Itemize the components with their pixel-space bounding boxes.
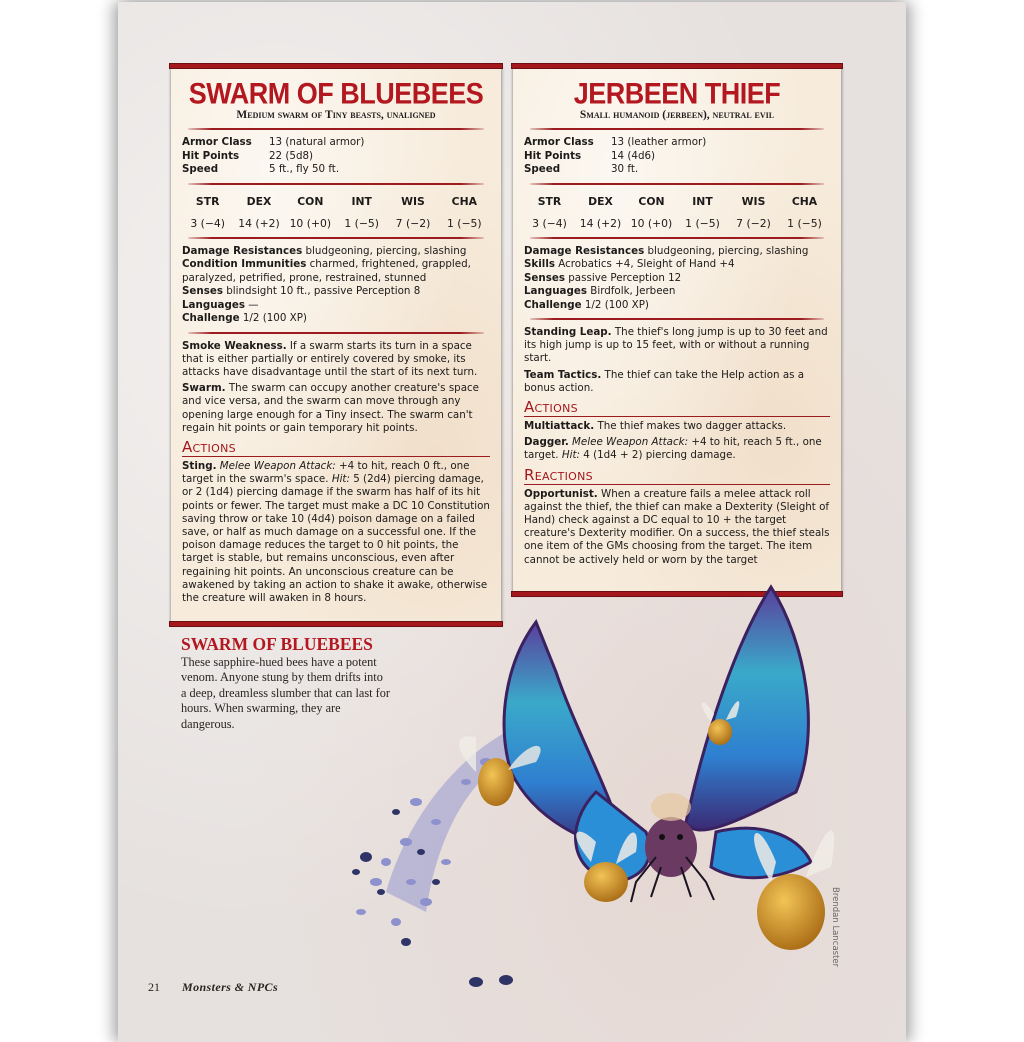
ability-int: INT 1 (−5) bbox=[685, 194, 720, 230]
speed-row: Speed 5 ft., fly 50 ft. bbox=[182, 163, 340, 175]
action-dagger: Dagger. Melee Weapon Attack: +4 to hit, reach 5 ft., one target. Hit: 4 (1d4 + 2) piercing damage. bbox=[524, 436, 822, 462]
statblock-type: Medium swarm of Tiny beasts, unaligned bbox=[236, 109, 436, 121]
book-page bbox=[118, 2, 906, 1042]
languages: Languages Birdfolk, Jerbeen bbox=[524, 285, 676, 297]
ability-str: STR 3 (−4) bbox=[532, 194, 567, 230]
ability-str: STR 3 (−4) bbox=[190, 194, 225, 230]
divider bbox=[530, 128, 824, 130]
artist-credit: Brendan Lancaster bbox=[830, 887, 840, 968]
statblock-title: JERBEEN THIEF bbox=[573, 77, 781, 111]
reaction-opportunist: Opportunist. When a creature fails a melee attack roll against the thief, the thief can make a Dexterity (Sleight of Hand) check against a DC equal to 10 + the target creature's Dexterity modifier. On a success, the thief steals one item of the GMs choosing from the target. The item cannot be actively held or worn by the target bbox=[524, 487, 830, 566]
statblock-type: Small humanoid (jerbeen), neutral evil bbox=[579, 109, 775, 121]
hit-points-row: Hit Points 14 (4d6) bbox=[524, 149, 656, 162]
ability-scores bbox=[182, 191, 490, 231]
action-multiattack: Multiattack. The thief makes two dagger attacks. bbox=[524, 420, 787, 433]
actions-header: Actions bbox=[524, 399, 830, 417]
description-title: SWARM OF BLUEBEES bbox=[181, 634, 373, 654]
ability-dex: DEX 14 (+2) bbox=[579, 194, 622, 230]
divider bbox=[188, 237, 484, 239]
trait-swarm: Swarm. The swarm can occupy another creature's space and vice versa, and the swarm can move through any opening large enough for a Tiny insect. The swarm can't regain hit points or gain temporary hit points. bbox=[182, 382, 480, 434]
page-footer bbox=[148, 980, 278, 995]
page-number: 21 bbox=[148, 980, 160, 994]
ability-dex: DEX 14 (+2) bbox=[238, 194, 280, 230]
ability-int: INT 1 (−5) bbox=[344, 194, 379, 230]
description-text: These sapphire-hued bees have a potent venom. Anyone stung by them drifts into a deep, dreamless slumber that can last for hours. When swarming, they are dangerous. bbox=[181, 655, 390, 731]
actions-header: Actions bbox=[182, 439, 490, 457]
speed-row: Speed 30 ft. bbox=[524, 163, 639, 175]
languages: Languages — bbox=[182, 298, 259, 311]
trait-standing-leap: Standing Leap. The thief's long jump is up to 30 feet and its high jump is up to 15 feet, with or without a running start. bbox=[524, 326, 828, 365]
armor-class-row: Armor Class 13 (natural armor) bbox=[182, 136, 365, 148]
divider bbox=[530, 318, 824, 320]
divider bbox=[188, 128, 484, 130]
divider bbox=[188, 332, 484, 334]
ability-cha: CHA 1 (−5) bbox=[787, 194, 822, 230]
statblock-swarm-of-bluebees bbox=[171, 66, 501, 624]
ability-con: CON 10 (+0) bbox=[289, 194, 332, 230]
ability-wis: WIS 7 (−2) bbox=[736, 194, 771, 230]
statblock-title: SWARM OF BLUEBEES bbox=[188, 77, 484, 111]
action-sting: Sting. Melee Weapon Attack: +4 to hit, reach 0 ft., one target in the swarm's space. Hit: 5 (2d4) piercing damage, or 2 (1d4) piercing damage if the swarm has half of its hit points or fewer. The target must make a DC 10 Constitution saving throw or take 10 (4d4) poison damage on a failed save, or half as much damage on a successful one. If the poison damage reduces the target to 0 hit points, the target is stable, but remains unconscious, even after regaining hit points. An unconscious creature can be awakened by taking an action to shake it awake, otherwise the creature will awaken in 8 hours. bbox=[182, 459, 490, 604]
ability-cha: CHA 1 (−5) bbox=[446, 194, 482, 230]
reactions-header: Reactions bbox=[524, 467, 830, 485]
skills: Skills Acrobatics +4, Sleight of Hand +4 bbox=[524, 258, 735, 270]
trait-team-tactics: Team Tactics. The thief can take the Help action as a bonus action. bbox=[524, 368, 805, 394]
armor-class-row: Armor Class 13 (leather armor) bbox=[524, 136, 707, 148]
ability-scores bbox=[524, 191, 830, 231]
challenge: Challenge 1/2 (100 XP) bbox=[524, 298, 649, 311]
damage-resistances: Damage Resistances bludgeoning, piercing, slashing bbox=[182, 244, 467, 257]
section-name: Monsters & NPCs bbox=[182, 980, 279, 994]
condition-immunities: Condition Immunities charmed, frightened, grappled, paralyzed, petrified, prone, restrained, stunned bbox=[182, 258, 471, 284]
challenge: Challenge 1/2 (100 XP) bbox=[182, 312, 307, 324]
senses: Senses blindsight 10 ft., passive Perception 8 bbox=[182, 285, 421, 297]
divider bbox=[530, 237, 824, 239]
divider bbox=[188, 183, 484, 185]
statblock-jerbeen-thief bbox=[513, 66, 841, 594]
ability-con: CON 10 (+0) bbox=[630, 194, 673, 230]
ability-wis: WIS 7 (−2) bbox=[395, 194, 431, 230]
hit-points-row: Hit Points 22 (5d8) bbox=[182, 149, 314, 162]
damage-resistances: Damage Resistances bludgeoning, piercing, slashing bbox=[524, 244, 809, 257]
divider bbox=[530, 183, 824, 185]
creature-description bbox=[181, 634, 391, 732]
senses: Senses passive Perception 12 bbox=[524, 271, 682, 284]
trait-smoke-weakness: Smoke Weakness. If a swarm starts its turn in a space that is either partially or entirely covered by smoke, its attacks have disadvantage until the start of its next turn. bbox=[182, 339, 478, 378]
